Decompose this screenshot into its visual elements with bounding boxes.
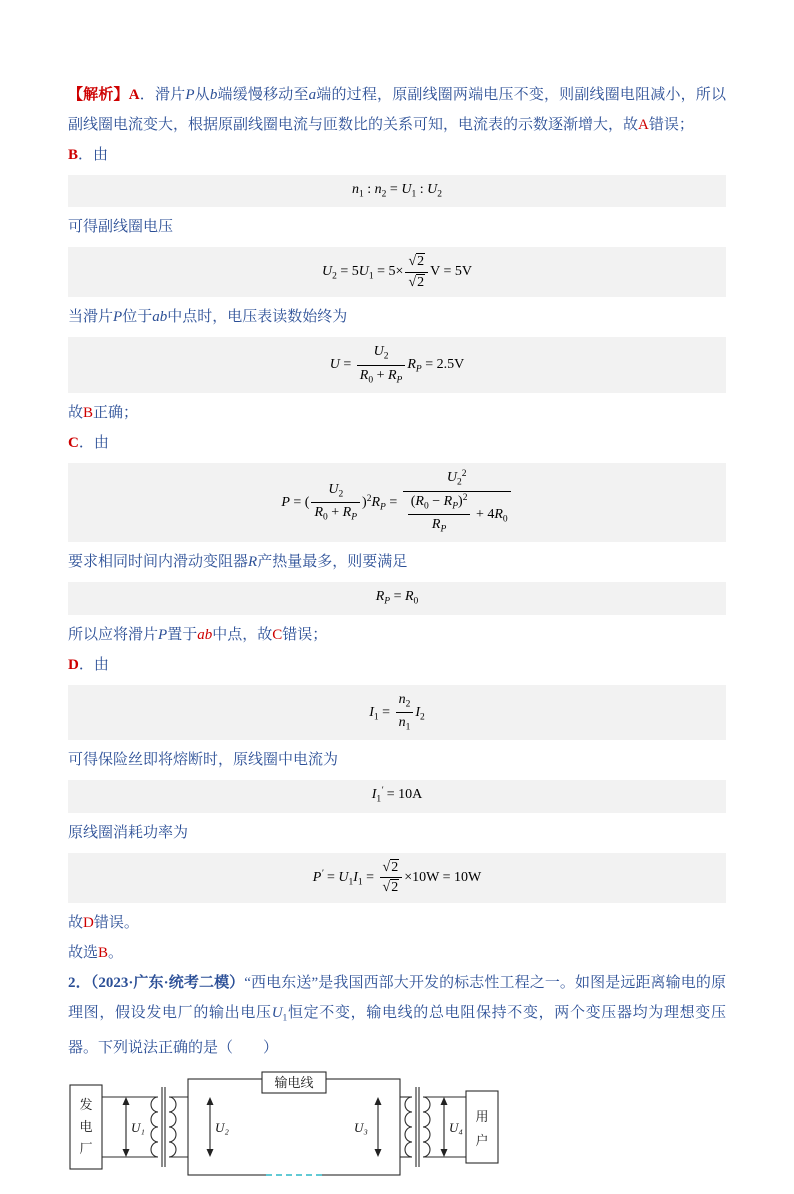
radical: √2	[408, 274, 425, 290]
text-segment: 可得保险丝即将熔断时，原线圈中电流为	[68, 752, 339, 769]
math-var: U	[427, 182, 438, 197]
solution-paragraph-b-intro	[68, 140, 726, 170]
math-var: R	[443, 493, 453, 509]
math-var: P	[281, 494, 290, 510]
text-segment: P	[158, 626, 168, 643]
formula-resistance-equal: $R_P = R_0$	[68, 582, 726, 614]
text-segment: 恒定不变，输电线的总电阻保持不变，两个变压器均为理想变压器。下列说法正确的是（ ）	[68, 1004, 726, 1057]
text-d-wrong	[68, 908, 726, 938]
math-var: I	[371, 787, 377, 803]
text-fuse-melting	[68, 745, 726, 775]
math-text: = 10A	[383, 787, 423, 803]
math-var: R	[494, 506, 503, 522]
user-box	[466, 1091, 498, 1163]
math-text: )	[458, 493, 463, 509]
text-segment: C	[68, 435, 79, 452]
power-plant-label-char: 电	[79, 1119, 93, 1135]
transformer1-primary-coil	[151, 1097, 158, 1157]
math-text: =	[339, 357, 355, 373]
formula-power-expression: P = ( $\frac{U_2}{R_0 + R_P}$ )$^2R_P$ = $U_2^2$ $\frac{(R_0 - R_P)^2}{R_P}$ + $4R_0$	[68, 463, 726, 542]
text-segment: 正确；	[93, 405, 139, 422]
math-var: R	[375, 589, 385, 605]
formula-turns-ratio: $n_1$ : $n_2 = U_1$ : $U_2$	[68, 175, 726, 207]
math-text: = 5×	[373, 264, 404, 280]
math-text: = (	[289, 494, 310, 510]
text-max-heat-condition	[68, 547, 726, 577]
text-slider-midpoint	[68, 302, 726, 332]
text-segment: 从	[194, 87, 210, 103]
text-segment: 产热量最多，则要满足	[257, 554, 408, 571]
math-var: I	[353, 869, 358, 885]
text-segment: P	[113, 309, 123, 326]
math-text: )	[362, 494, 367, 510]
text-segment: 中点时，电压表读数始终为	[167, 309, 348, 326]
formula-primary-power: $P' = U_1I_1$ = $\frac{√2}{√2}$ ×10W = 10W	[68, 853, 726, 903]
text-segment: ab	[197, 626, 213, 643]
text-segment: A	[128, 87, 140, 103]
fraction: $U_2^2$ $\frac{(R_0 - R_P)^2}{R_P}$ + $4R_0$	[403, 469, 511, 536]
text-segment: 中点，故	[212, 626, 273, 643]
math-var: U	[321, 264, 333, 280]
math-text: =	[323, 869, 339, 885]
text-segment: 原线圈消耗功率为	[68, 824, 189, 841]
u3-voltage-arrow	[375, 1097, 382, 1157]
formula-voltmeter-reading: U = $\frac{U_2}{R_0 + R_P}$ $R_P = 2.5V$	[68, 337, 726, 393]
text-segment: 【解析】	[68, 87, 129, 103]
text-segment: A	[638, 117, 649, 133]
text-segment: 2．（2023·广东·统考二模）	[68, 974, 245, 991]
solution-paragraph-a	[68, 80, 726, 140]
text-segment: 故选	[68, 944, 99, 961]
math-text: =	[362, 869, 378, 885]
transmission-circuit-diagram	[68, 1071, 726, 1194]
text-segment: b	[209, 87, 218, 103]
math-text: :	[363, 182, 375, 197]
text-segment: P	[185, 87, 195, 103]
text-segment: ab	[152, 309, 168, 326]
math-var: I	[369, 704, 374, 720]
math-text: = 2.5V	[421, 357, 465, 373]
fraction: $\frac{U_2}{R_0 + R_P}$	[311, 481, 360, 525]
math-text: =	[386, 182, 402, 197]
math-var: R	[359, 367, 369, 383]
text-segment: D	[83, 914, 94, 931]
math-var: R	[431, 516, 441, 532]
math-text: :	[416, 182, 428, 197]
math-var: R	[387, 367, 397, 383]
text-segment: 错误；	[648, 117, 694, 133]
text-segment: 故	[68, 405, 84, 422]
math-var: n	[398, 715, 406, 730]
text-segment: 端的过程，原副线圈两端电压不变，则副线圈电阻减小，所以副线圈电流变大，根据原副线圈电流与匝数比的关系可知，电流表的示数逐渐增大，故	[68, 87, 726, 133]
text-segment: 要求相同时间内滑动变阻器	[68, 554, 249, 571]
text-segment: C	[272, 626, 283, 643]
solution-paragraph-d-intro	[68, 650, 726, 680]
text-segment: 当滑片	[68, 309, 114, 326]
solution-paragraph-c-intro	[68, 428, 726, 458]
text-segment: R	[248, 554, 258, 571]
fraction: $\frac{(R_0 - R_P)^2}{R_P}$	[408, 493, 471, 537]
text-answer	[68, 938, 726, 968]
math-text: =	[385, 494, 401, 510]
text-segment: “西电东送”是我国西部大开发的标志性工程之一。如图是远距离输电的原理图，假设发电厂的输出电压	[68, 974, 726, 1021]
math-var: U	[358, 264, 369, 280]
math-var: U	[401, 182, 412, 197]
transformer2-primary-coil	[405, 1097, 412, 1157]
math-var: R	[415, 493, 424, 509]
u1-voltage-arrow	[123, 1097, 130, 1157]
math-var: U	[338, 869, 349, 885]
text-c-wrong	[68, 620, 726, 650]
math-text: (	[410, 493, 416, 509]
circuit-svg	[68, 1071, 508, 1189]
text-segment: 置于	[167, 626, 198, 643]
radical: √2	[382, 859, 399, 875]
math-text: + 4	[472, 506, 495, 522]
transformer2-secondary-coil	[423, 1097, 430, 1157]
user-label-char: 用	[475, 1109, 489, 1125]
text-segment: ．滑片	[139, 87, 186, 103]
text-segment: 错误。	[93, 914, 139, 931]
text-segment: ．由	[78, 147, 109, 163]
text-segment: B	[68, 147, 79, 163]
math-text: = 5	[336, 264, 359, 280]
text-segment: 位于	[122, 309, 153, 326]
text-segment: a	[308, 87, 317, 103]
label-u4: U₄	[449, 1120, 463, 1136]
label-u1: U₁	[131, 1120, 145, 1136]
fraction: $\frac{n_2}{n_1}$	[396, 691, 414, 735]
text-segment: 端缓慢移动至	[217, 87, 309, 103]
text-segment: 。	[108, 944, 124, 961]
text-segment: B	[98, 944, 109, 961]
math-var: R	[371, 494, 381, 510]
text-primary-power	[68, 818, 726, 848]
power-plant-label-char: 厂	[79, 1141, 93, 1157]
fraction: $\frac{U_2}{R_0 + R_P}$	[357, 343, 406, 387]
transmission-line-label: 输电线	[274, 1075, 314, 1091]
math-text: +	[373, 367, 388, 383]
user-label-char: 户	[475, 1133, 489, 1149]
math-var: n	[374, 182, 382, 197]
text-segment: ．由	[78, 435, 109, 452]
fraction	[405, 253, 428, 291]
u4-voltage-arrow	[441, 1097, 448, 1157]
text-secondary-voltage	[68, 212, 726, 242]
fraction	[380, 859, 403, 897]
text-segment: B	[83, 405, 94, 422]
math-var: n	[398, 691, 406, 707]
math-var: U	[446, 470, 458, 486]
math-var: U	[373, 344, 384, 360]
radical: √2	[408, 254, 425, 270]
math-var: U	[328, 481, 339, 497]
text-segment: ．由	[78, 656, 109, 673]
text-segment: 可得副线圈电压	[68, 219, 174, 236]
formula-primary-current: $I_1' = 10A$	[68, 780, 726, 812]
math-var: I	[415, 704, 420, 720]
transformer1-secondary-coil	[169, 1097, 176, 1157]
math-text: ×10W = 10W	[404, 869, 482, 885]
formula-secondary-voltage: $U_2 = 5U_1 = 5\times$ $\frac{√2}{√2}$ V = 5V	[68, 247, 726, 297]
text-segment: U	[271, 1004, 283, 1021]
math-var: n	[352, 182, 360, 197]
math-var: P	[312, 869, 322, 885]
math-text: =	[378, 704, 394, 720]
math-var: U	[329, 357, 340, 373]
question-2	[68, 968, 726, 1064]
label-u3: U₃	[354, 1120, 368, 1136]
math-text: V = 5V	[430, 264, 472, 280]
math-var: R	[407, 357, 416, 373]
text-segment: 故	[68, 914, 84, 931]
math-text: =	[390, 589, 405, 605]
math-text: −	[428, 493, 444, 509]
math-var: R	[404, 589, 414, 605]
text-segment: 错误；	[282, 626, 328, 643]
power-plant-label-char: 发	[79, 1097, 93, 1113]
math-var: R	[314, 505, 324, 521]
math-var: R	[342, 505, 352, 521]
text-b-correct	[68, 398, 726, 428]
text-segment: 1	[282, 1013, 288, 1024]
math-text: +	[327, 505, 343, 521]
formula-current-ratio: $I_1$ = $\frac{n_2}{n_1}$ $I_2$	[68, 685, 726, 741]
u2-voltage-arrow	[207, 1097, 214, 1157]
text-segment: 所以应将滑片	[68, 626, 159, 643]
radical: √2	[382, 880, 399, 896]
text-segment: D	[68, 656, 79, 673]
label-u2: U₂	[215, 1120, 229, 1136]
